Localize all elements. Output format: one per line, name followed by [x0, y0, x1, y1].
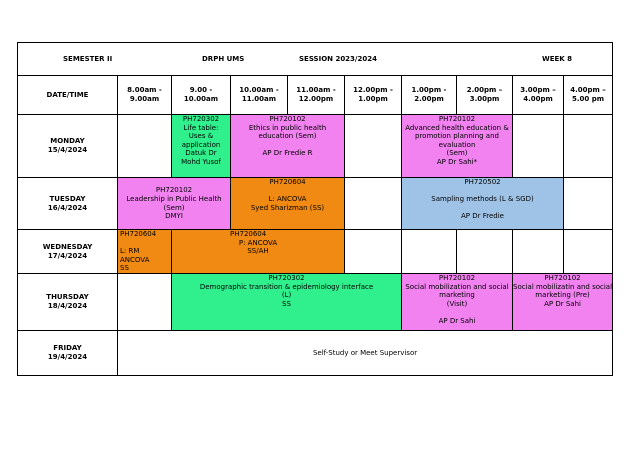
session-mon-ethics[interactable]: PH720102 Ethics in public health education (Sem) AP Dr Fredie R: [231, 115, 345, 178]
session-fri-self-study[interactable]: Self-Study or Meet Supervisor: [118, 331, 613, 376]
session-thu-social-visit[interactable]: PH720102 Social mobilization and social marketing (Visit) AP Dr Sahi: [402, 274, 513, 331]
wednesday-row: [18, 230, 613, 274]
empty-cell: [564, 178, 613, 230]
day-label-tuesday: TUESDAY 16/4/2024: [18, 178, 118, 230]
session-mon-advanced[interactable]: PH720102 Advanced health education & promotion planning and evaluation (Sem) AP Dr Sahi*: [402, 115, 513, 178]
session-mon-life-table[interactable]: PH720302 Life table: Uses & application Datuk Dr Mohd Yusof: [172, 115, 231, 178]
empty-cell: [345, 178, 402, 230]
day-label-friday: FRIDAY 19/4/2024: [18, 331, 118, 376]
session-thu-demographic[interactable]: PH720302 Demographic transition & epidemiology interface (L) SS: [172, 274, 402, 331]
monday-row: [18, 115, 613, 178]
empty-cell: [513, 115, 564, 178]
slot-header-1000: 10.00am - 11.00am: [231, 76, 288, 115]
session-tue-leadership[interactable]: PH720102 Leadership in Public Health (Sem) DMYI: [118, 178, 231, 230]
empty-cell: [118, 115, 172, 178]
session-tue-sampling[interactable]: PH720502 Sampling methods (L & SGD) AP Dr Fredie: [402, 178, 564, 230]
session-thu-social-pre[interactable]: PH720102 Social mobilizatin and social marketing (Pre) AP Dr Sahi: [513, 274, 613, 331]
slot-header-1500: 3.00pm – 4.00pm: [513, 76, 564, 115]
slot-header-1400: 2.00pm – 3.00pm: [457, 76, 513, 115]
session-label: SESSION 2023/2024: [299, 55, 377, 63]
thursday-row: [18, 274, 613, 331]
empty-cell: [345, 115, 402, 178]
time-header-row: [18, 76, 613, 115]
empty-cell: [513, 230, 564, 274]
semester-label: SEMESTER II: [63, 55, 113, 63]
session-wed-rm[interactable]: PH720604 L: RM ANCOVA SS: [118, 230, 172, 274]
day-label-wednesday: WEDNESDAY 17/4/2024: [18, 230, 118, 274]
date-time-header: DATE/TIME: [18, 76, 118, 115]
slot-header-1200: 12.00pm - 1.00pm: [345, 76, 402, 115]
slot-header-1300: 1.00pm - 2.00pm: [402, 76, 457, 115]
slot-header-0800: 8.00am - 9.00am: [118, 76, 172, 115]
friday-row: [18, 331, 613, 376]
title-row: [18, 43, 613, 76]
session-wed-ancova[interactable]: PH720604 P: ANCOVA SS/AH: [172, 230, 345, 274]
day-label-monday: MONDAY 15/4/2024: [18, 115, 118, 178]
session-tue-ancova[interactable]: PH720604 L: ANCOVA Syed Sharizman (SS): [231, 178, 345, 230]
week-label: WEEK 8: [542, 55, 573, 63]
timetable: [17, 42, 613, 376]
empty-cell: [402, 230, 457, 274]
tuesday-row: [18, 178, 613, 230]
empty-cell: [564, 230, 613, 274]
empty-cell: [118, 274, 172, 331]
empty-cell: [345, 230, 402, 274]
program-label: DRPH UMS: [202, 55, 245, 63]
slot-header-0900: 9.00 - 10.00am: [172, 76, 231, 115]
empty-cell: [564, 115, 613, 178]
slot-header-1100: 11.00am - 12.00pm: [288, 76, 345, 115]
empty-cell: [457, 230, 513, 274]
slot-header-1600: 4.00pm – 5.00 pm: [564, 76, 613, 115]
day-label-thursday: THURSDAY 18/4/2024: [18, 274, 118, 331]
